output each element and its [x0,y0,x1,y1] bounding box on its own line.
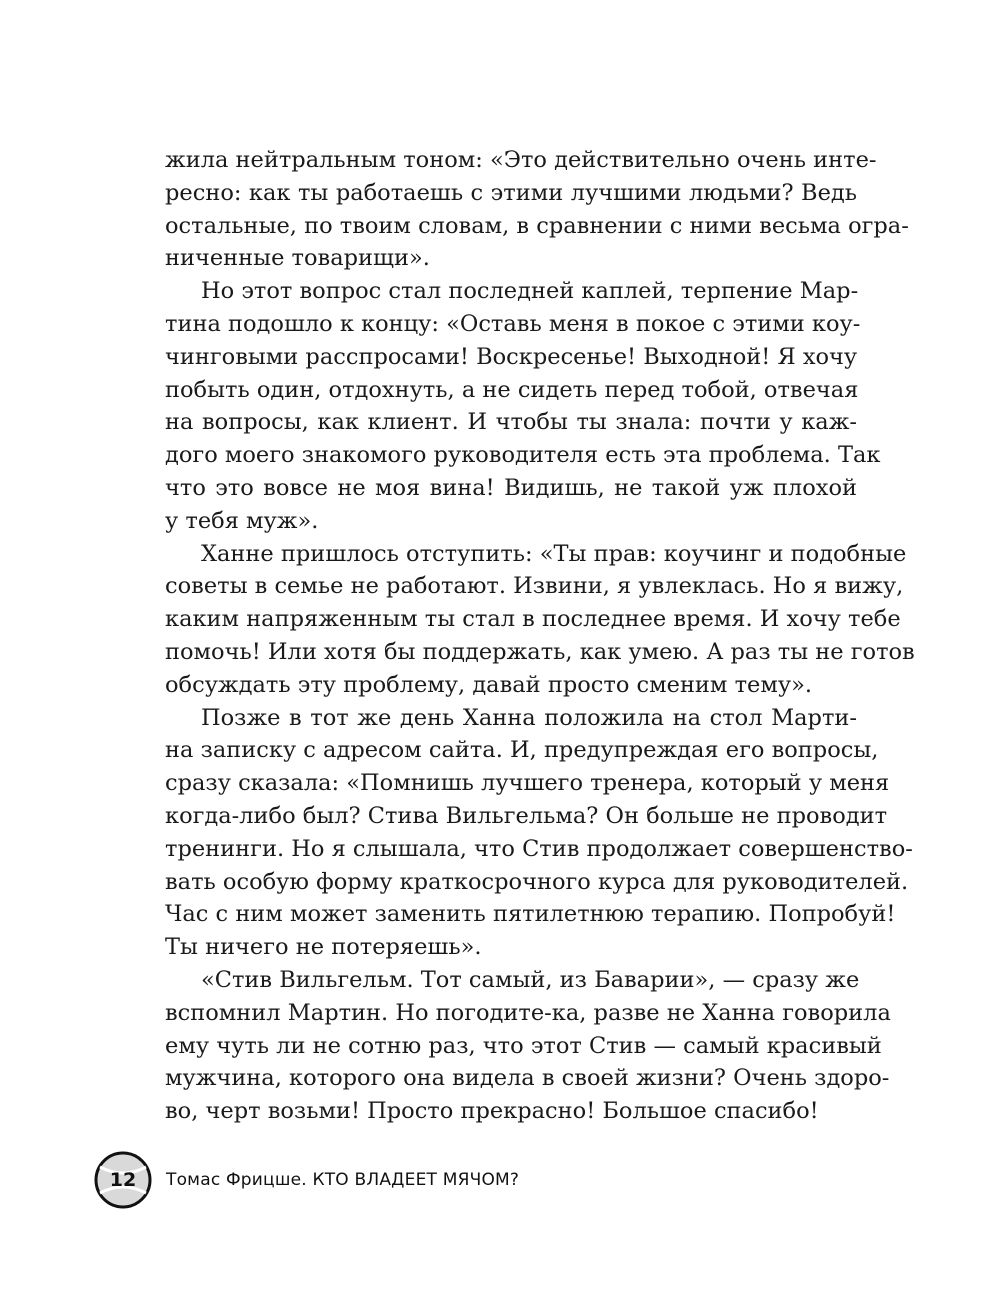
text-line: Ханне пришлось отступить: «Ты прав: коучинг и подобные [201,540,907,567]
text-line: обсуждать эту проблему, давай просто сменим тему». [165,671,813,698]
text-line: жила нейтральным тоном: «Это действительно очень инте- [165,147,877,173]
text-line: Позже в тот же день Ханна положила на стол Марти- [201,704,857,731]
text-line: на вопросы, как клиент. И чтобы ты знала: почти у каж- [165,409,857,436]
text-line: «Стив Вильгельм. Тот самый, из Баварии», — сразу же [201,966,860,993]
text-line: побыть один, отдохнуть, а не сидеть перед тобой, отвечая [165,376,859,403]
text-line: мужчина, которого она видела в своей жизни? Очень здоро- [165,1065,890,1092]
text-line: остальные, по твоим словам, в сравнении с ними весьма огра- [165,212,909,239]
text-line: вспомнил Мартин. Но погодите-ка, разве не Ханна говорила [165,999,891,1026]
page-number: 12 [109,1169,137,1191]
text-line: Но этот вопрос стал последней каплей, терпение Мар- [201,278,859,305]
text-line: помочь! Или хотя бы поддержать, как умею. А раз ты не готов [165,638,915,665]
text-line: во, черт возьми! Просто прекрасно! Большое спасибо! [165,1098,819,1125]
page-footer [94,1150,519,1210]
text-line: что это вовсе не моя вина! Видишь, не такой уж плохой [165,474,857,501]
text-line: тина подошло к концу: «Оставь меня в покое с этими коу- [165,310,861,337]
page-number-badge [94,1151,152,1209]
text-line: ему чуть ли не сотню раз, что этот Стив — самый красивый [165,1032,882,1059]
text-line: когда-либо был? Стива Вильгельма? Он больше не проводит [165,802,888,829]
text-line: дого моего знакомого руководителя есть эта проблема. Так [165,442,881,469]
text-line: Час с ним может заменить пятилетнюю терапию. Попробуй! [165,901,896,928]
text-line: Ты ничего не потеряешь». [165,934,482,961]
text-line: вать особую форму краткосрочного курса для руководителей. [165,868,909,895]
text-line: советы в семье не работают. Извини, я увлеклась. Но я вижу, [165,573,904,600]
text-line: сразу сказала: «Помнишь лучшего тренера, который у меня [165,770,890,797]
running-title: Томас Фрицше. КТО ВЛАДЕЕТ МЯЧОМ? [166,1170,520,1190]
text-line: ниченные товарищи». [165,245,430,272]
text-line: ресно: как ты работаешь с этими лучшими людьми? Ведь [165,179,857,206]
text-line: каким напряженным ты стал в последнее время. И хочу тебе [165,606,901,633]
text-line: чинговыми расспросами! Воскресенье! Выходной! Я хочу [165,343,858,370]
text-line: на записку с адресом сайта. И, предупреждая его вопросы, [165,737,879,764]
body-text [165,144,915,1128]
text-line: тренинги. Но я слышала, что Стив продолжает совершенство- [165,835,913,862]
text-line: у тебя муж». [165,507,319,534]
